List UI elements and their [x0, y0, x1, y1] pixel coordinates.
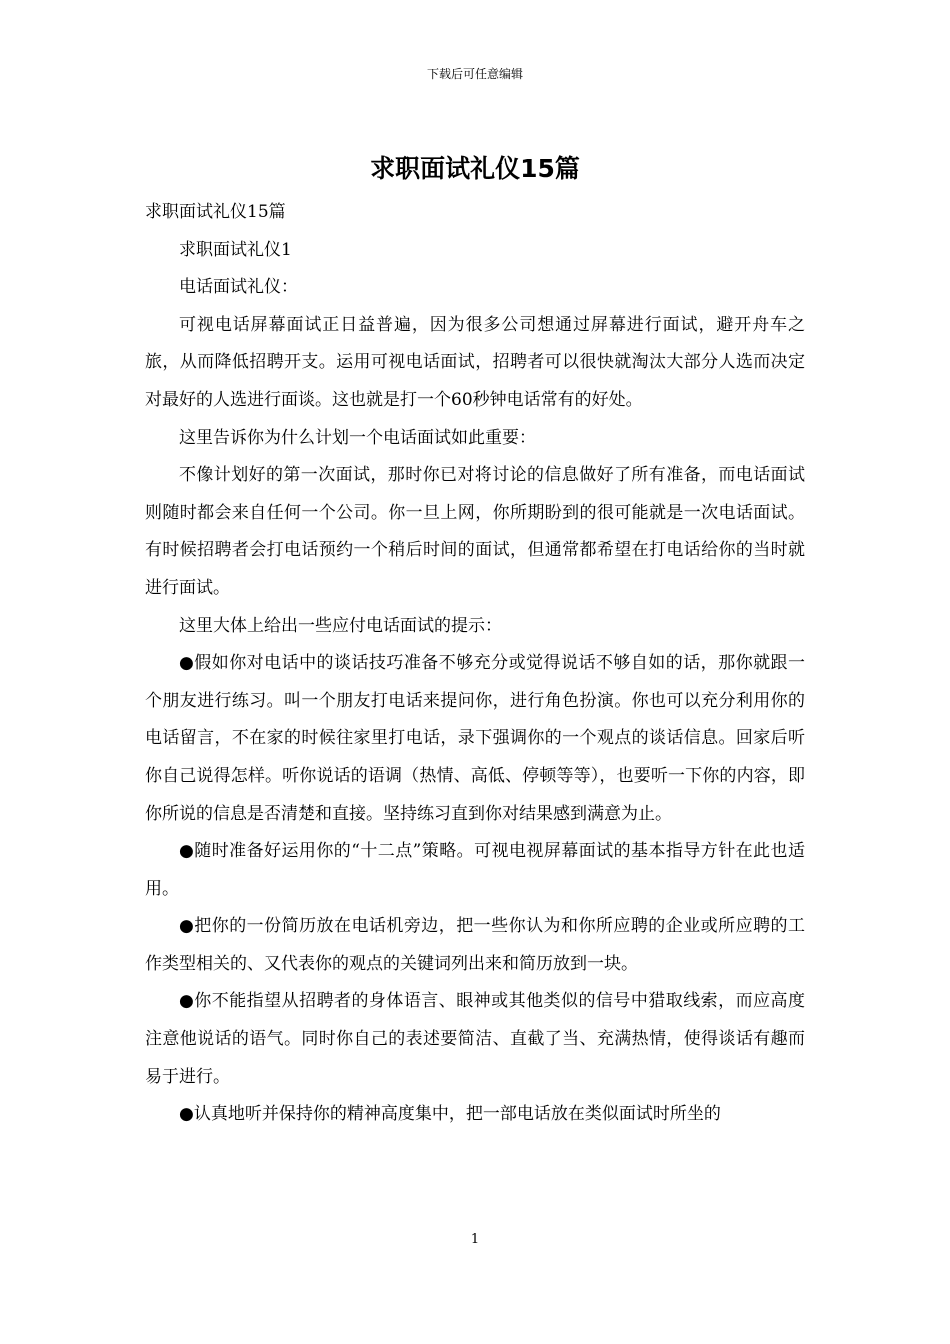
bullet-paragraph: ●假如你对电话中的谈话技巧准备不够充分或觉得说话不够自如的话，那你就跟一个朋友进行练习。叫一个朋友打电话来提问你，进行角色扮演。你也可以充分利用你的电话留言，不在家的时候往家里打电话，录下强调你的一个观点的谈话信息。回家后听你自己说得怎样。听你说话的语调（热情、高低、停顿等等），也要听一下你的内容，即你所说的信息是否清楚和直接。坚持练习直到你对结果感到满意为止。 [145, 653, 805, 824]
paragraph: 这里大体上给出一些应付电话面试的提示： [179, 615, 502, 636]
bullet-paragraph: ●你不能指望从招聘者的身体语言、眼神或其他类似的信号中猎取线索，而应高度注意他说话的语气。同时你自己的表述要简洁、直截了当、充满热情，使得谈话有趣而易于进行。 [145, 991, 805, 1087]
bullet-paragraph: ●把你的一份简历放在电话机旁边，把一些你认为和你所应聘的企业或所应聘的工作类型相关的、又代表你的观点的关键词列出来和简历放到一块。 [145, 916, 805, 974]
bullet-paragraph: ●认真地听并保持你的精神高度集中，把一部电话放在类似面试时所坐的 [179, 1104, 721, 1125]
subsection-heading: 电话面试礼仪： [179, 277, 298, 298]
paragraph: 可视电话屏幕面试正日益普遍，因为很多公司想通过屏幕进行面试，避开舟车之旅，从而降低招聘开支。运用可视电话面试，招聘者可以很快就淘汰大部分人选而决定对最好的人选进行面谈。这也就是打一个60秒钟电话常有的好处。 [145, 314, 805, 410]
document-body [145, 194, 805, 1134]
subtitle-line: 求职面试礼仪15篇 [145, 202, 286, 222]
paragraph: 不像计划好的第一次面试，那时你已对将讨论的信息做好了所有准备，而电话面试则随时都会来自任何一个公司。你一旦上网，你所期盼到的很可能就是一次电话面试。有时候招聘者会打电话预约一个稍后时间的面试，但通常都希望在打电话给你的当时就进行面试。 [145, 465, 805, 598]
page-number: 1 [470, 1232, 480, 1247]
header-note: 下载后可任意编辑 [426, 67, 523, 81]
section-heading: 求职面试礼仪1 [179, 239, 292, 260]
document-title: 求职面试礼仪15篇 [370, 154, 580, 183]
bullet-paragraph: ●随时准备好运用你的“十二点”策略。可视电视屏幕面试的基本指导方针在此也适用。 [145, 841, 805, 899]
paragraph: 这里告诉你为什么计划一个电话面试如此重要： [179, 427, 536, 448]
